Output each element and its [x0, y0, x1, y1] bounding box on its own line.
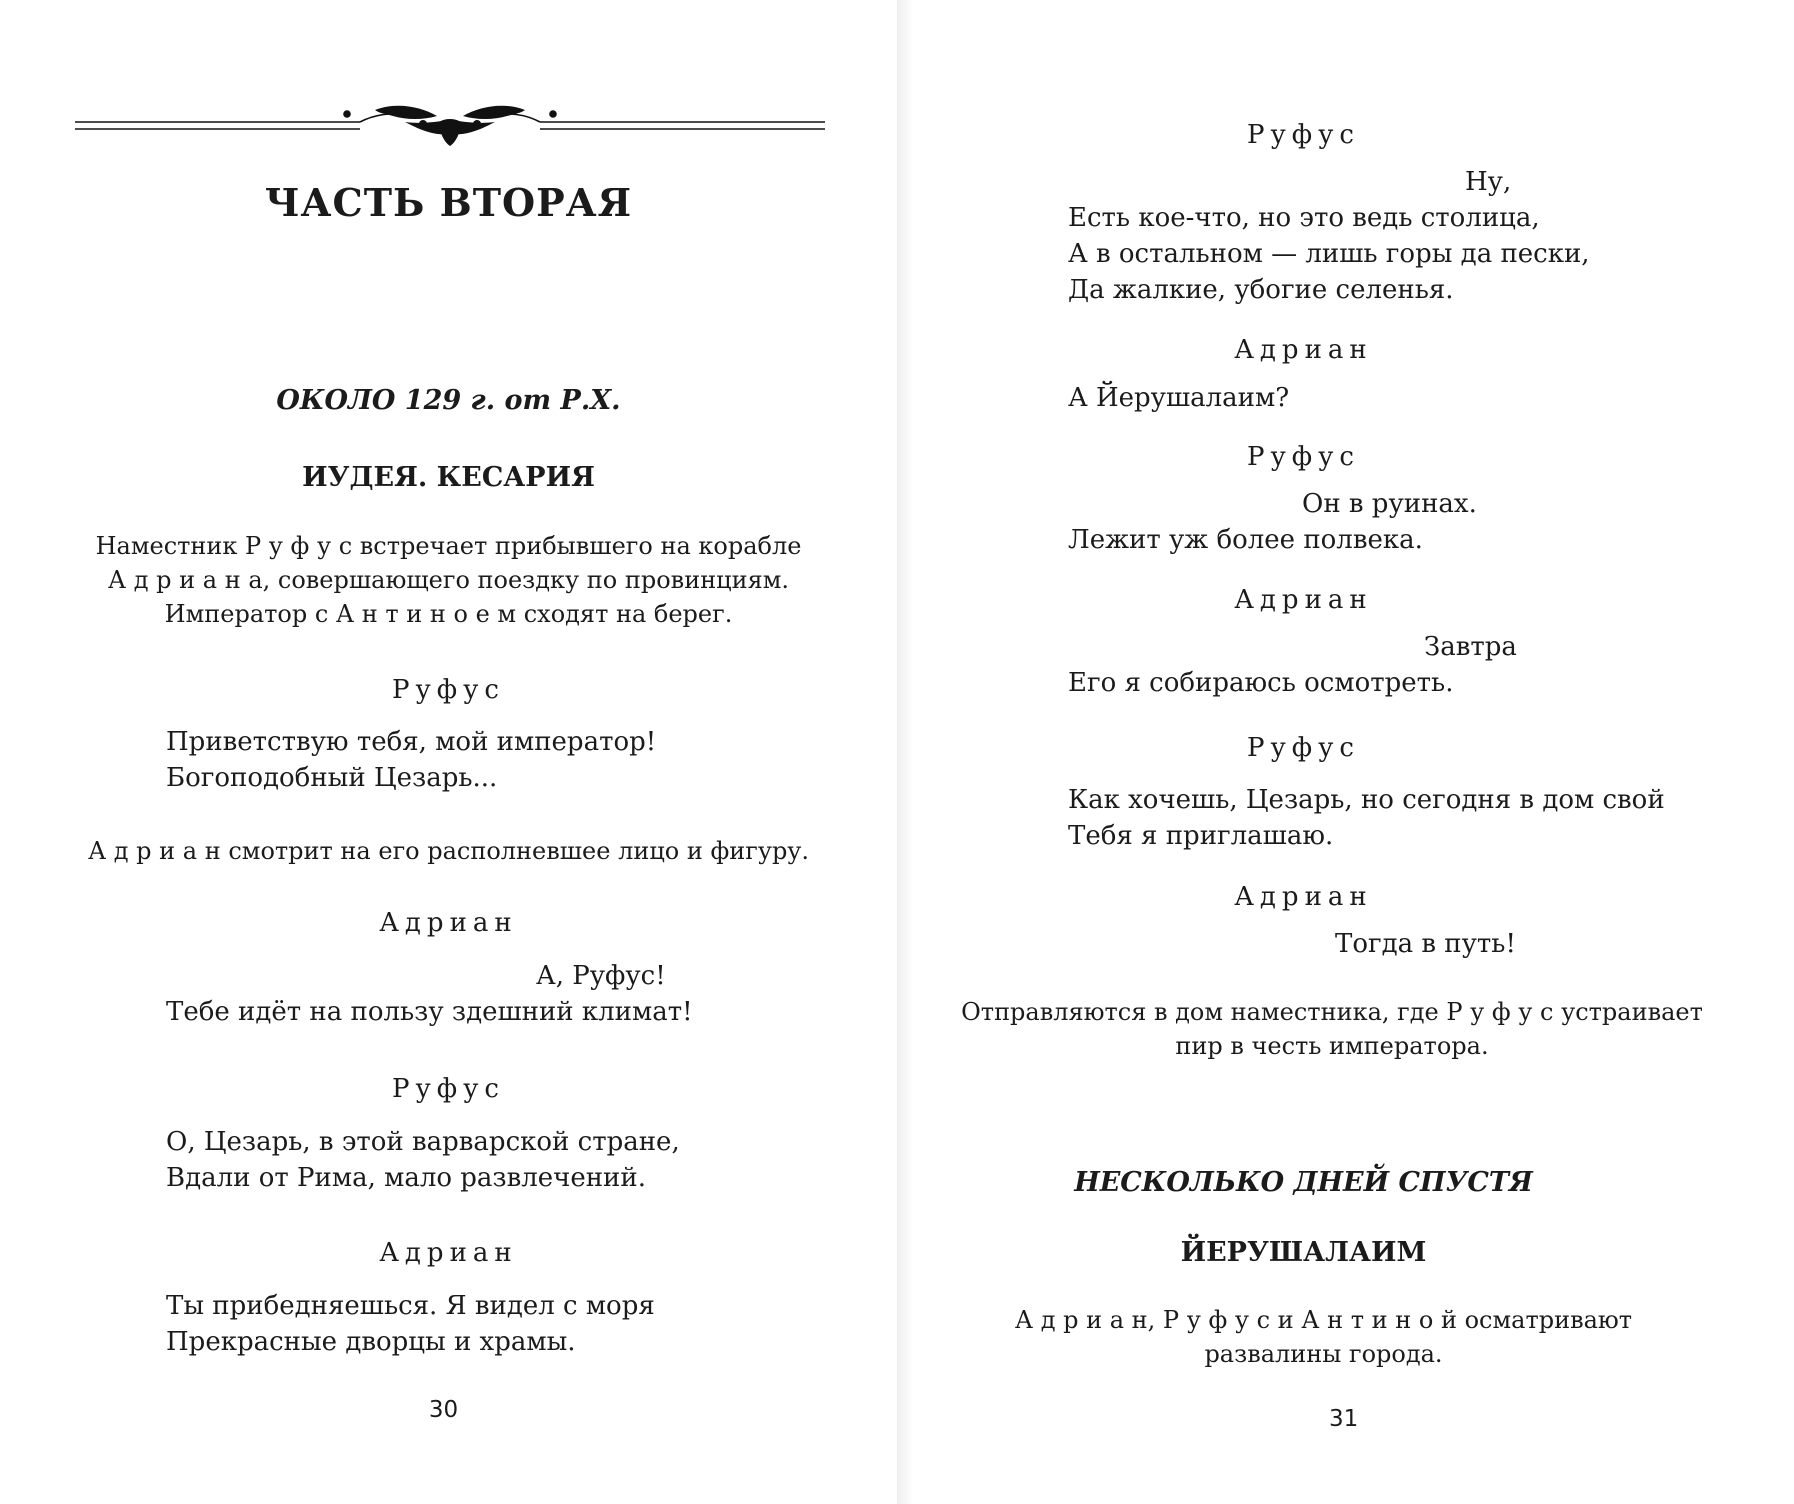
- dialogue-line: Завтра: [1424, 632, 1517, 662]
- dialogue-line: Тебя я приглашаю.: [1068, 821, 1334, 851]
- stage-direction-line: А д р и а н а, совершающего поездку по провинциям.: [107, 566, 790, 594]
- page-number: 31: [1329, 1406, 1359, 1432]
- speaker-name: Руфус: [1246, 120, 1360, 150]
- dialogue-line: Богоподобный Цезарь...: [166, 763, 498, 793]
- dialogue-line: Ну,: [1465, 167, 1512, 197]
- dialogue-line: Тогда в путь!: [1335, 929, 1516, 959]
- ornament-divider-icon: [75, 100, 825, 150]
- place-heading: ИУДЕЯ. КЕСАРИЯ: [302, 462, 595, 493]
- place-heading: ЙЕРУШАЛАИМ: [1180, 1237, 1427, 1268]
- speaker-name: Руфус: [391, 675, 505, 705]
- speaker-name: Адриан: [379, 908, 518, 938]
- dialogue-line: Тебе идёт на пользу здешний климат!: [166, 997, 693, 1027]
- date-heading: НЕСКОЛЬКО ДНЕЙ СПУСТЯ: [1074, 1167, 1533, 1198]
- speaker-name: Адриан: [1234, 585, 1373, 615]
- stage-direction-line: развалины города.: [1204, 1340, 1443, 1368]
- dialogue-line: А Йерушалаим?: [1068, 383, 1290, 413]
- chapter-title: ЧАСТЬ ВТОРАЯ: [264, 180, 633, 225]
- stage-direction-line: Отправляются в дом наместника, где Р у ф у с устраивает: [961, 998, 1703, 1026]
- speaker-name: Адриан: [379, 1238, 518, 1268]
- stage-direction: А д р и а н смотрит на его располневшее лицо и фигуру.: [87, 837, 810, 865]
- speaker-name: Адриан: [1234, 882, 1373, 912]
- stage-direction-line: пир в честь императора.: [1175, 1032, 1489, 1060]
- stage-direction-line: Император с А н т и н о е м сходят на берег.: [164, 600, 733, 628]
- stage-direction-line: А д р и а н, Р у ф у с и А н т и н о й осматривают: [1014, 1306, 1633, 1334]
- dialogue-line: Его я собираюсь осмотреть.: [1068, 668, 1454, 698]
- dialogue-line: Он в руинах.: [1302, 489, 1477, 519]
- dialogue-line: О, Цезарь, в этой варварской стране,: [166, 1127, 680, 1157]
- dialogue-line: Приветствую тебя, мой император!: [166, 727, 657, 757]
- dialogue-line: Есть кое-что, но это ведь столица,: [1068, 203, 1540, 233]
- stage-direction-line: Наместник Р у ф у с встречает прибывшего на корабле: [95, 532, 802, 560]
- dialogue-line: Прекрасные дворцы и храмы.: [166, 1327, 576, 1357]
- speaker-name: Руфус: [1246, 442, 1360, 472]
- dialogue-line: Да жалкие, убогие селенья.: [1068, 275, 1454, 305]
- speaker-name: Руфус: [391, 1074, 505, 1104]
- dialogue-line: Лежит уж более полвека.: [1068, 525, 1423, 555]
- speaker-name: Руфус: [1246, 733, 1360, 763]
- dialogue-line: А, Руфус!: [536, 961, 666, 991]
- right-page: [897, 0, 1794, 1504]
- page-number: 30: [428, 1397, 459, 1423]
- dialogue-line: А в остальном — лишь горы да пески,: [1068, 239, 1590, 269]
- dialogue-line: Как хочешь, Цезарь, но сегодня в дом свой: [1068, 785, 1665, 815]
- dialogue-line: Вдали от Рима, мало развлечений.: [166, 1163, 646, 1193]
- speaker-name: Адриан: [1234, 335, 1373, 365]
- dialogue-line: Ты прибедняешься. Я видел с моря: [166, 1291, 655, 1321]
- date-heading: ОКОЛО 129 г. от Р.Х.: [276, 385, 621, 416]
